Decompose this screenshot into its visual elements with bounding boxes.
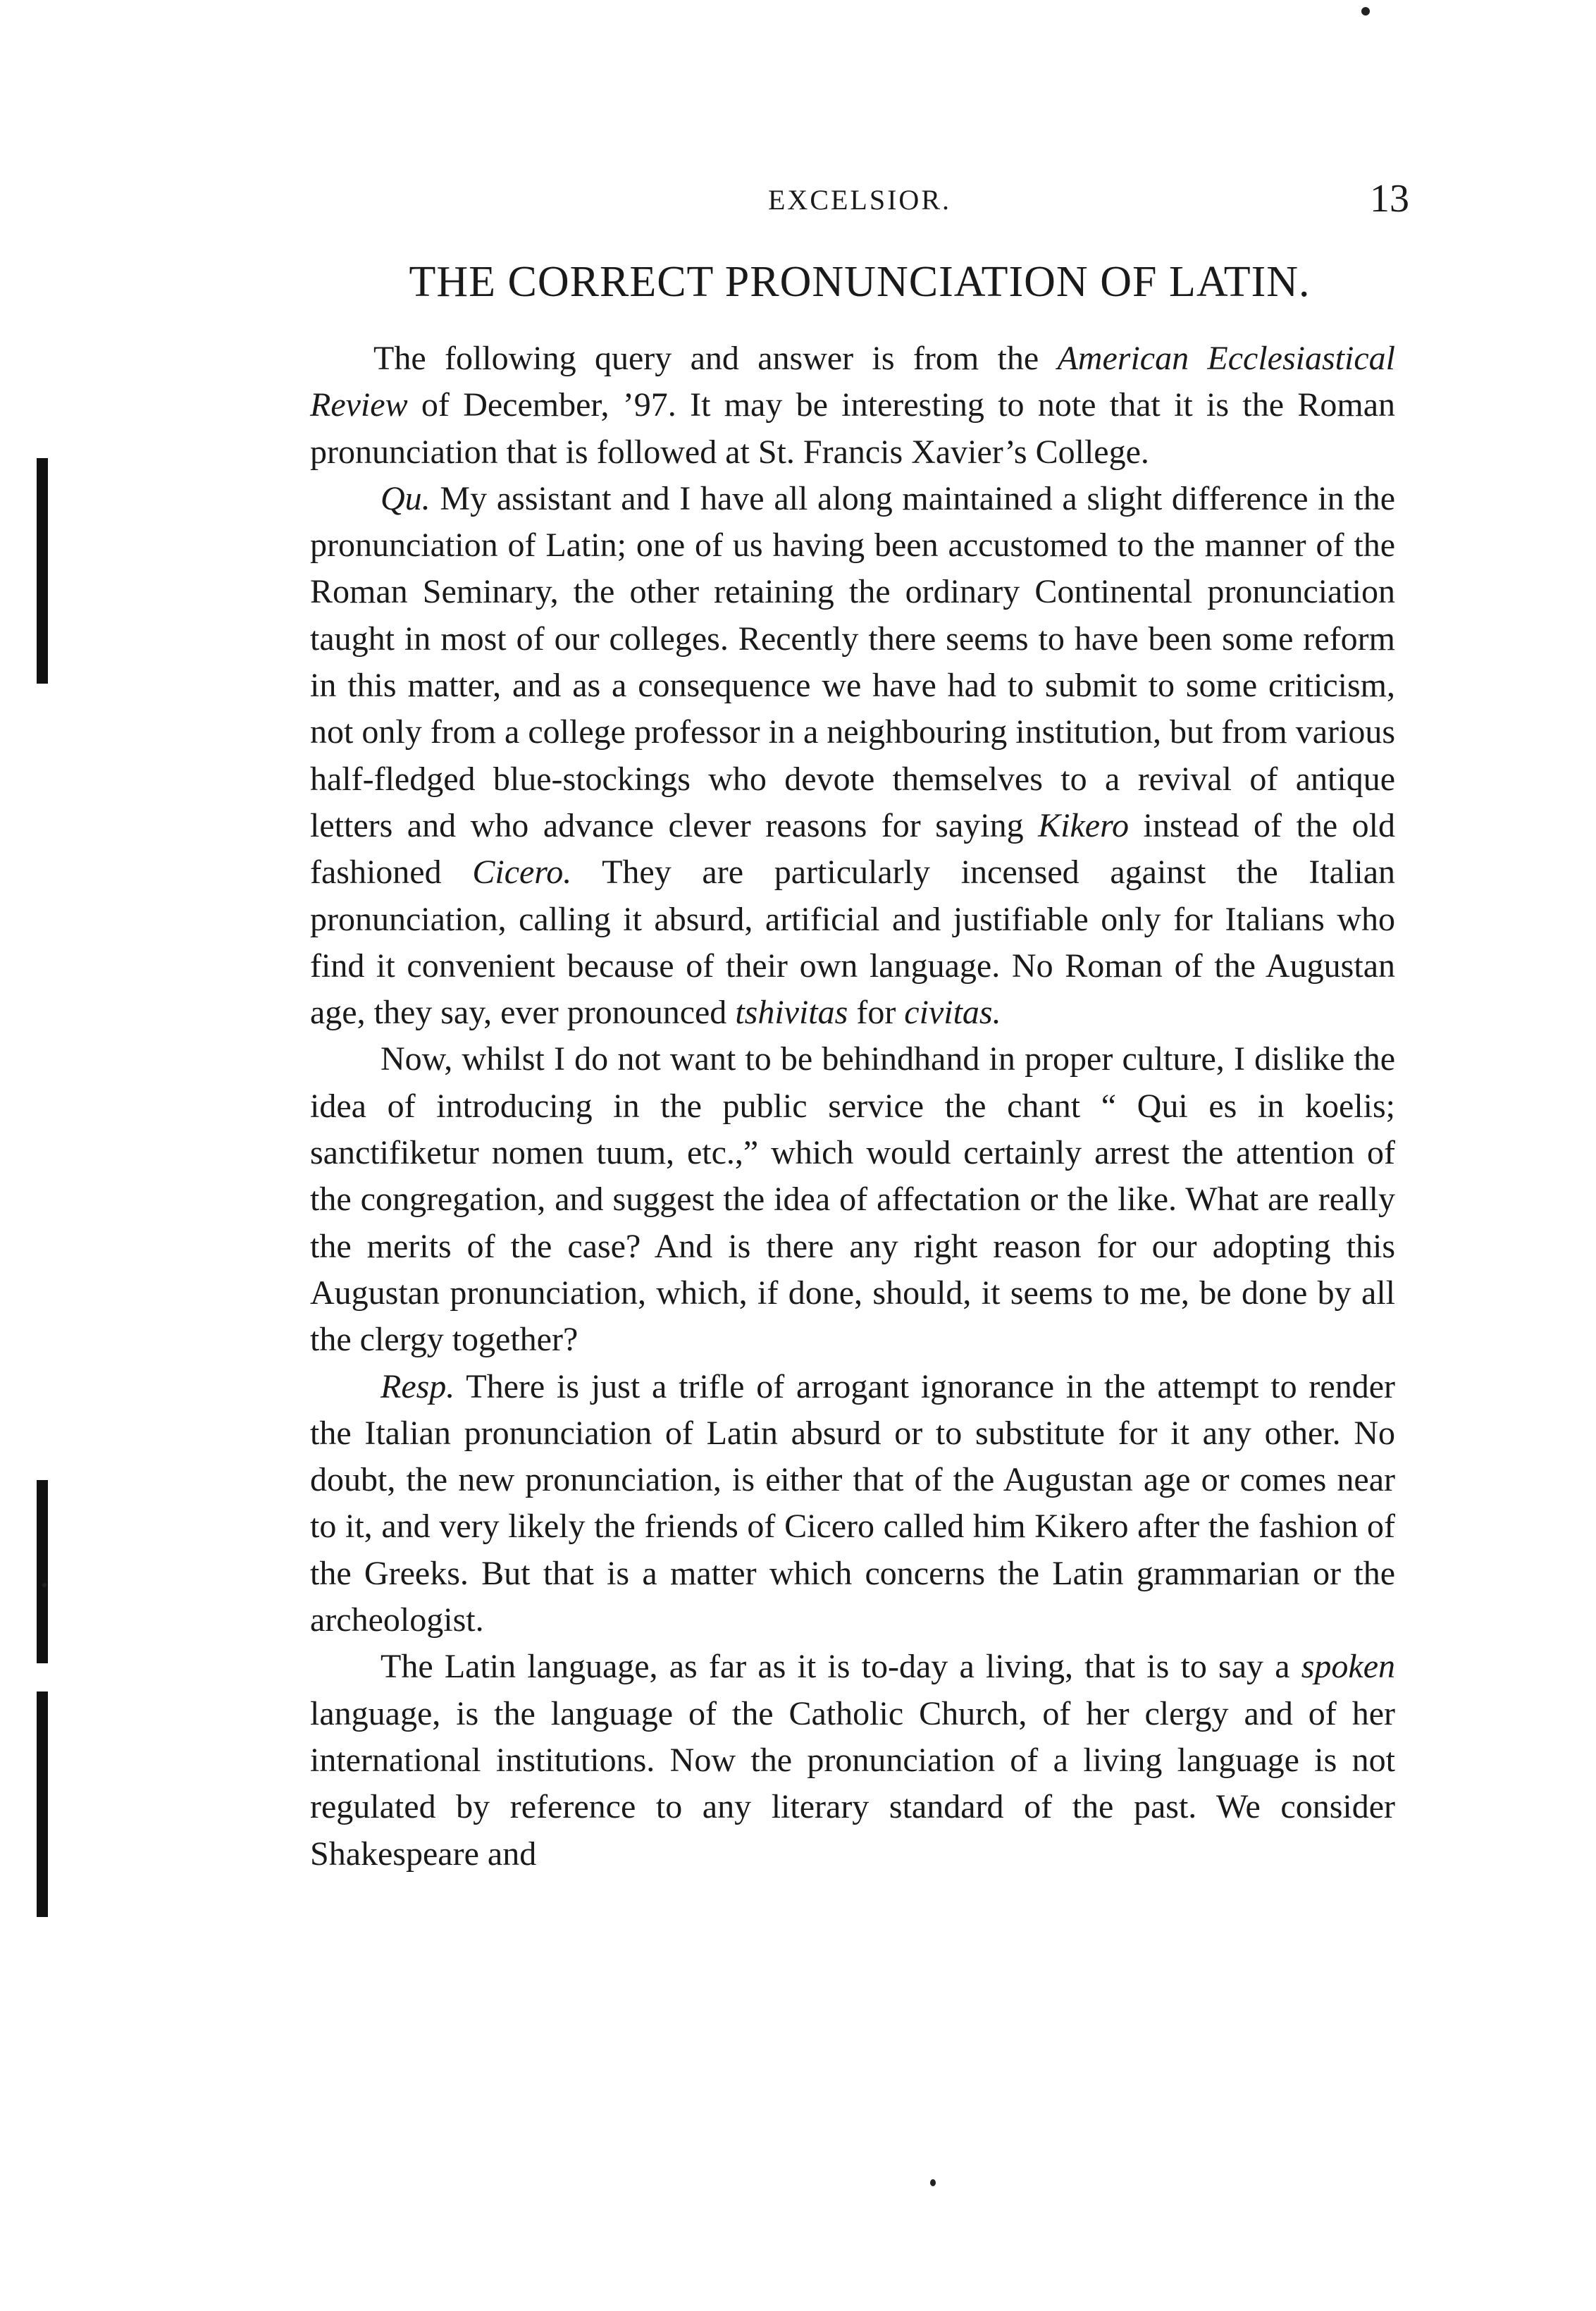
margin-scan-mark: [37, 1691, 48, 1917]
question-label: Qu.: [381, 479, 431, 517]
question-italic-kikero: Kikero: [1038, 806, 1129, 844]
final-text-2: language, is the language of the Catholic Church, of her clergy and of her international institutions. Now the pronunciation of a living language is not regulated by reference to any literary standard of the past. We consider Shakespeare and: [310, 1694, 1395, 1873]
margin-scan-mark: [37, 458, 48, 684]
question-italic-cicero: Cicero.: [472, 853, 572, 892]
scan-speck: [42, 1583, 47, 1587]
question-text-2: instead of the old fashioned: [310, 806, 1395, 892]
question-text-3: They are particularly incensed against the Italian pronunciation, calling it absurd, artificial and justifiable only for Italians who find it convenient because of their own language. No Roman of the Augustan age, they say, ever pronounced: [310, 853, 1395, 1032]
final-paragraph: [310, 1644, 1395, 1877]
final-italic-spoken: spoken: [1301, 1648, 1395, 1686]
running-head: [310, 176, 1409, 226]
intro-text: The following query and answer is from the: [373, 340, 1058, 377]
margin-scan-mark: [37, 1480, 48, 1663]
scan-speck: [930, 2179, 936, 2186]
article-body: [310, 335, 1395, 1878]
question-text-4: for: [848, 994, 905, 1032]
question-continuation-paragraph: Now, whilst I do not want to be behindhand in proper culture, I dislike the idea of introducing in the public service the chant “ Qui es in koelis; sanctifiketur nomen tuum, etc.,” which would certainly arrest the attention of the congregation, and suggest the idea of affectation or the like. What are really the merits of the case? And is there any right reason for our adopting this Augustan pronunciation, which, if done, should, it seems to me, be done by all the clergy together?: [310, 1040, 1395, 1359]
question-text: My assistant and I have all along maintained a slight difference in the pronunciation of Latin; one of us having been accustomed to the manner of the Roman Seminary, the other retaining the ordinary Continental pronunciation taught in most of our colleges. Recently there seems to have been some reform in this matter, and as a consequence we have had to submit to some criticism, not only from a college professor in a neighbouring institution, but from various half-fledged blue-stockings who devote themselves to a revival of antique letters and who advance clever reasons for saying: [310, 479, 1395, 844]
page-number: 13: [1370, 177, 1409, 221]
intro-text-2: of December, ’97. It may be interesting to note that it is the Roman pronunciation that is followed at St. Francis Xavier’s College.: [310, 386, 1395, 471]
question-italic-civitas: civitas.: [904, 994, 1001, 1032]
article-title: THE CORRECT PRONUNCIATION OF LATIN.: [409, 258, 1311, 306]
response-paragraph: [310, 1364, 1395, 1644]
scan-speck: [1361, 7, 1370, 16]
intro-journal-title: American Ecclesiastical Review: [310, 340, 1395, 424]
intro-paragraph: [310, 335, 1395, 476]
final-text: The Latin language, as far as it is to-day a living, that is to say a: [381, 1648, 1301, 1686]
question-paragraph: [310, 476, 1395, 1037]
running-title: EXCELSIOR.: [768, 184, 951, 216]
response-label: Resp.: [381, 1367, 455, 1405]
response-text: There is just a trifle of arrogant ignorance in the attempt to render the Italian pronunciation of Latin absurd or to substitute for it any other. No doubt, the new pronunciation, is either that of the Augustan age or comes near to it, and very likely the friends of Cicero called him Kikero after the fashion of the Greeks. But that is a matter which concerns the Latin grammarian or the archeologist.: [310, 1367, 1395, 1639]
question-italic-tshivitas: tshivitas: [735, 994, 848, 1032]
